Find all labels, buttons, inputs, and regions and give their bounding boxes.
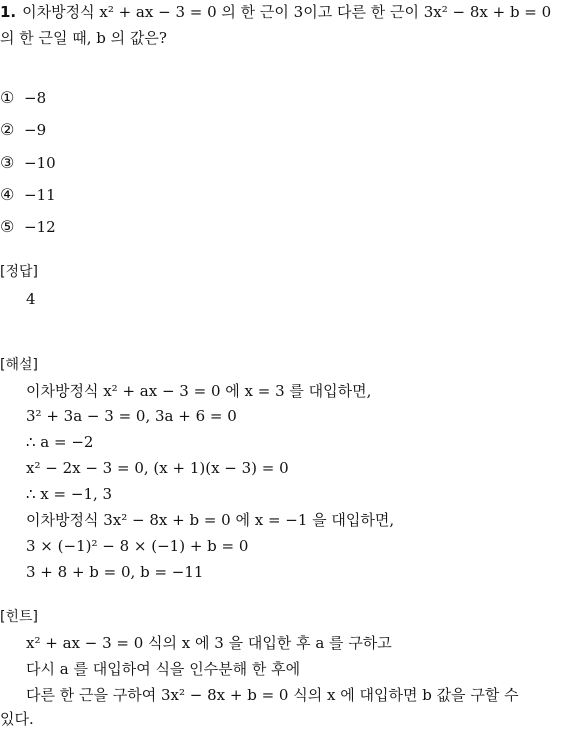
hint-line-1: x² + ax − 3 = 0 식의 x 에 3 을 대입한 후 a 를 구하고 — [26, 634, 392, 652]
solution-label: [해설] — [0, 357, 38, 373]
question-number: 1. — [0, 3, 17, 21]
choice-3 — [0, 153, 56, 173]
choice-1 — [0, 88, 46, 108]
solution-line-3: ∴ a = −2 — [26, 433, 94, 451]
choice-5 — [0, 217, 56, 237]
hint-line-3: 다른 한 근을 구하여 3x² − 8x + b = 0 식의 x 에 대입하면 b 값을 구할 수 — [26, 686, 519, 704]
choice-4-mark: ④ — [0, 185, 15, 204]
solution-line-1: 이차방정식 x² + ax − 3 = 0 에 x = 3 를 대입하면, — [26, 382, 372, 400]
choice-3-value: −10 — [24, 154, 56, 172]
choice-2 — [0, 120, 46, 140]
choice-5-value: −12 — [24, 218, 56, 236]
hint-line-2: 다시 a 를 대입하여 식을 인수분해 한 후에 — [26, 660, 301, 678]
choice-2-value: −9 — [24, 121, 47, 139]
hint-label: [힌트] — [0, 609, 38, 625]
choice-4 — [0, 185, 56, 205]
choice-1-value: −8 — [24, 89, 47, 107]
choice-5-mark: ⑤ — [0, 217, 15, 236]
choice-3-mark: ③ — [0, 153, 15, 172]
choice-1-mark: ① — [0, 88, 15, 107]
answer-value: 4 — [26, 290, 36, 308]
solution-line-8: 3 + 8 + b = 0, b = −11 — [26, 563, 204, 581]
question-stem-line-1: 이차방정식 x² + ax − 3 = 0 의 한 근이 3이고 다른 한 근이 3x² − 8x + b = 0 — [22, 3, 552, 21]
solution-line-7: 3 × (−1)² − 8 × (−1) + b = 0 — [26, 537, 249, 555]
choice-2-mark: ② — [0, 120, 15, 139]
question-line-1 — [0, 2, 551, 22]
solution-line-4: x² − 2x − 3 = 0, (x + 1)(x − 3) = 0 — [26, 459, 289, 477]
solution-line-2: 3² + 3a − 3 = 0, 3a + 6 = 0 — [26, 407, 237, 425]
answer-label: [정답] — [0, 264, 38, 280]
hint-line-4: 있다. — [0, 710, 34, 728]
question-stem-line-2: 의 한 근일 때, b 의 값은? — [0, 29, 167, 47]
choice-4-value: −11 — [24, 186, 56, 204]
solution-line-5: ∴ x = −1, 3 — [26, 485, 113, 503]
solution-line-6: 이차방정식 3x² − 8x + b = 0 에 x = −1 을 대입하면, — [26, 511, 395, 529]
